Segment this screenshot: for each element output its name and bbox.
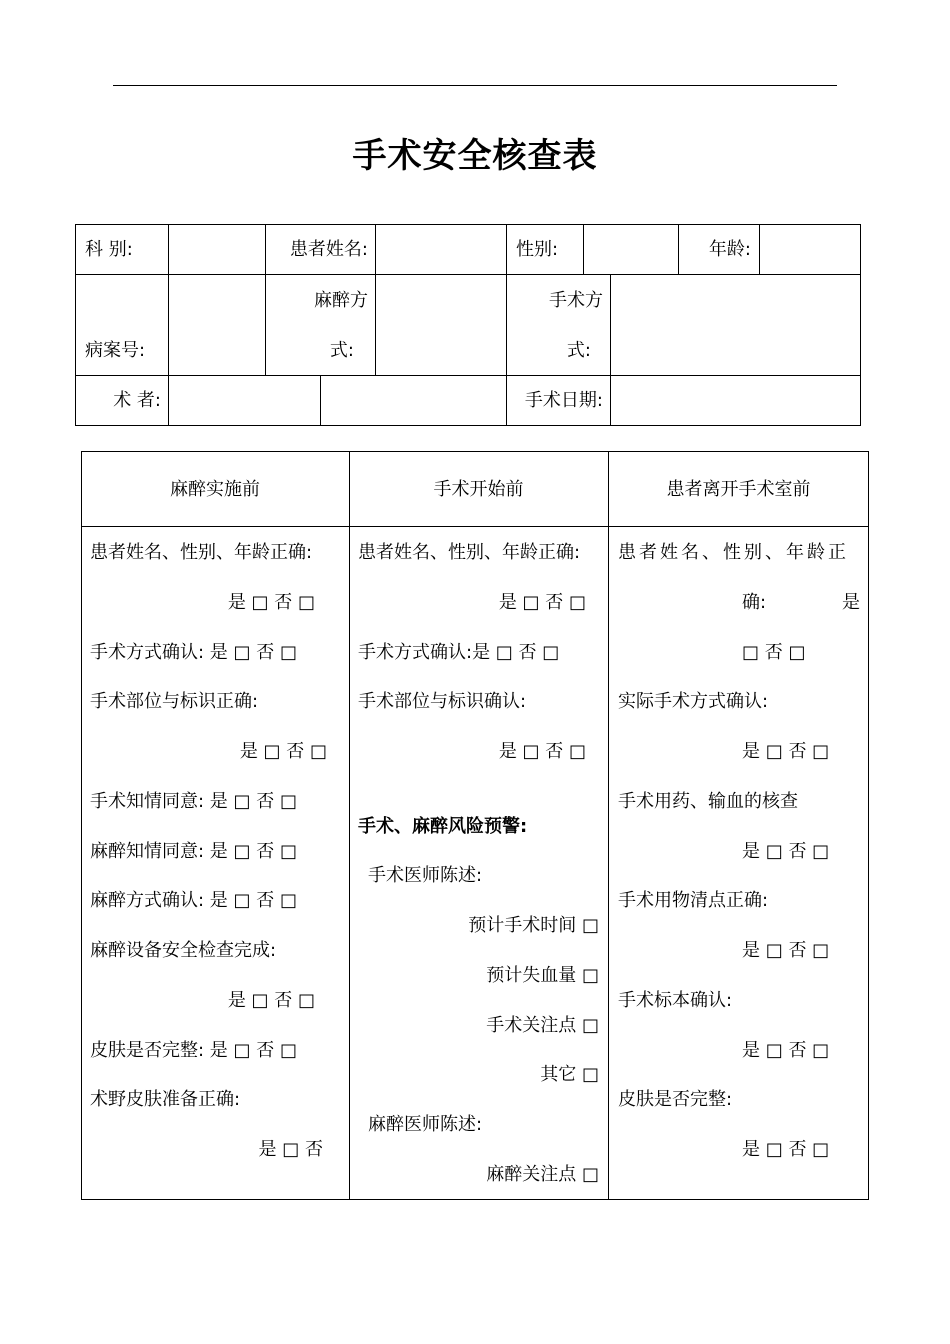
col1-line: 是 □ 否 □ (239, 741, 327, 762)
col1-line: 麻醉方式确认: 是 □ 否 □ (90, 890, 297, 911)
col3-line: 是 □ 否 □ (742, 940, 830, 961)
col2-line: 预计手术时间 □ (468, 915, 599, 936)
col3-line: □ 否 □ (742, 642, 806, 663)
col1-line: 术野皮肤准备正确: (90, 1089, 241, 1110)
surgery-method-label-2: 式: (566, 340, 591, 361)
anesthesia-method-label: 麻醉方 (314, 290, 368, 311)
col2-line: 预计失血量 □ (486, 965, 599, 986)
col2-line: 手术部位与标识确认: (358, 691, 527, 712)
col1-line: 麻醉设备安全检查完成: (90, 940, 277, 961)
col2-line: 其它 □ (540, 1064, 599, 1085)
surgeon-label: 术 者: (113, 390, 161, 411)
patient-name-label: 患者姓名: (289, 239, 368, 260)
anesthesia-method-label-2: 式: (329, 340, 354, 361)
header-col-divider (375, 224, 376, 375)
age-label: 年龄: (708, 239, 751, 260)
header-col-divider (678, 224, 679, 274)
col1-line: 皮肤是否完整: 是 □ 否 □ (90, 1040, 297, 1061)
top-rule (113, 85, 837, 86)
col3-line: 是 □ 否 □ (742, 841, 830, 862)
page-title: 手术安全核查表 (352, 136, 598, 176)
col2-line: 手术关注点 □ (486, 1015, 599, 1036)
col1-line: 手术知情同意: 是 □ 否 □ (90, 791, 297, 812)
header-col-divider (583, 224, 584, 274)
header-col-divider (265, 224, 266, 375)
checklist-col-divider (608, 451, 609, 1200)
col1-line: 是 □ 否 □ (227, 592, 315, 613)
col3-line: 是 □ 否 □ (742, 741, 830, 762)
col2-line: 麻醉医师陈述: (368, 1114, 483, 1135)
col-header-before-anesthesia: 麻醉实施前 (170, 479, 260, 500)
record-number-label: 病案号: (85, 340, 146, 361)
header-row-divider (75, 375, 861, 376)
surgery-method-label: 手术方 (549, 290, 603, 311)
col2-line: 手术医师陈述: (368, 865, 483, 886)
header-col-divider (610, 274, 611, 426)
col3-line: 确: (742, 592, 767, 613)
col3-line: 手术用物清点正确: (618, 890, 769, 911)
col1-line: 手术部位与标识正确: (90, 691, 259, 712)
col3-line: 是 □ 否 □ (742, 1040, 830, 1061)
col2-line: 手术方式确认:是 □ 否 □ (358, 642, 560, 663)
col1-line: 麻醉知情同意: 是 □ 否 □ (90, 841, 297, 862)
col-header-before-surgery: 手术开始前 (433, 479, 524, 500)
checklist-header-divider (81, 526, 869, 527)
header-row-divider (75, 274, 861, 275)
col2-risk-warning-heading: 手术、麻醉风险预警: (358, 816, 528, 837)
surgery-date-label: 手术日期: (524, 390, 603, 411)
col1-line: 手术方式确认: 是 □ 否 □ (90, 642, 297, 663)
col3-line: 皮肤是否完整: (618, 1089, 733, 1110)
gender-label: 性别: (516, 239, 559, 260)
col2-line: 麻醉关注点 □ (486, 1164, 599, 1185)
header-col-divider (168, 224, 169, 426)
col1-line: 是 □ 否 (258, 1139, 323, 1160)
col3-line: 手术标本确认: (618, 990, 733, 1011)
col1-line: 是 □ 否 □ (227, 990, 315, 1011)
col2-line: 是 □ 否 □ (498, 741, 586, 762)
col2-line: 患者姓名、性别、年龄正确: (358, 542, 581, 563)
col3-line: 是 (842, 592, 860, 613)
header-col-divider (759, 224, 760, 274)
col1-line: 患者姓名、性别、年龄正确: (90, 542, 313, 563)
header-col-divider (506, 224, 507, 426)
header-col-divider (320, 375, 321, 426)
col3-line: 实际手术方式确认: (618, 691, 769, 712)
col-header-before-leaving: 患者离开手术室前 (666, 479, 811, 500)
col3-line: 手术用药、输血的核查 (618, 791, 798, 812)
col3-line: 是 □ 否 □ (742, 1139, 830, 1160)
col3-line: 患者姓名、性别、年龄正 (618, 542, 849, 563)
checklist-col-divider (349, 451, 350, 1200)
dept-label: 科 别: (85, 239, 133, 260)
col2-line: 是 □ 否 □ (498, 592, 586, 613)
